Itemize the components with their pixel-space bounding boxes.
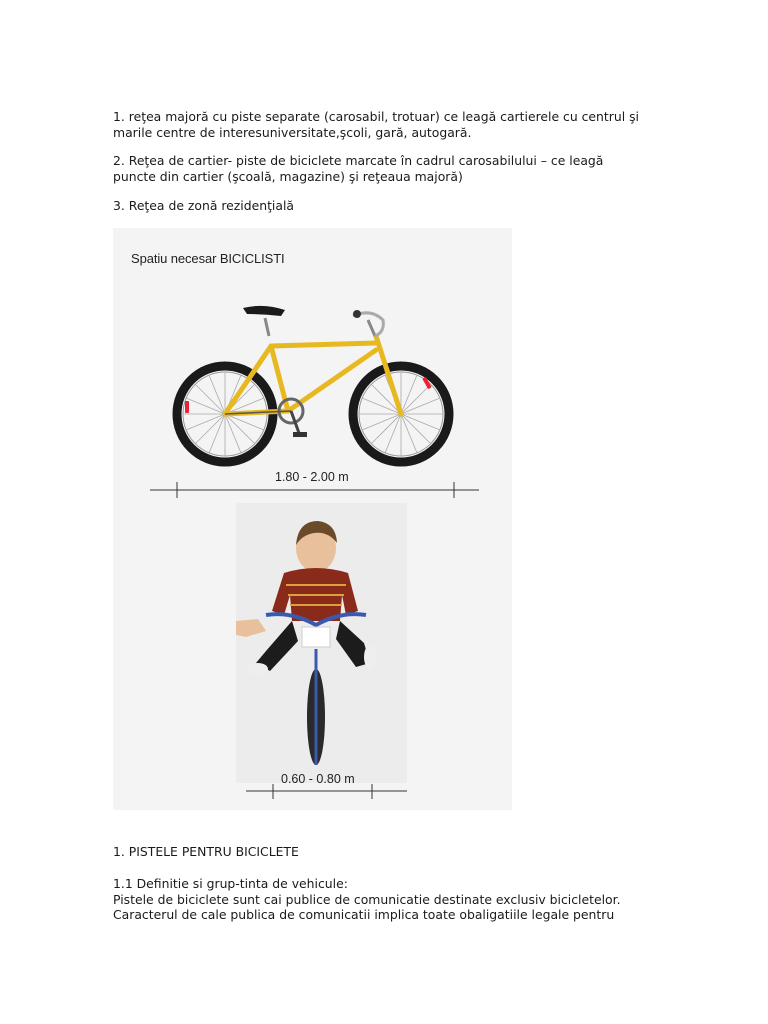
- bicycle-space-figure: [113, 228, 512, 810]
- paragraph-residential-network: 3. Reţea de zonă rezidenţială: [113, 198, 295, 213]
- figure-title: Spatiu necesar BICICLISTI: [131, 251, 285, 266]
- paragraph-line: 1. reţea majoră cu piste separate (carosabil, trotuar) ce leagă cartierele cu centrul şi: [113, 109, 639, 124]
- paragraph-line: 2. Reţea de cartier- piste de biciclete marcate în cadrul carosabilului – ce leagă: [113, 153, 604, 168]
- paragraph-line: puncte din cartier (şcoală, magazine) şi reţeaua majoră): [113, 168, 463, 184]
- paragraph-line: Caracterul de cale publica de comunicatii implica toate obaligatiile legale pentru: [113, 907, 615, 922]
- paragraph-line: Pistele de biciclete sunt cai publice de comunicatie destinate exclusiv bicicletelor.: [113, 891, 621, 907]
- paragraph-line: marile centre de interesuniversitate,şcoli, gară, autogară.: [113, 124, 472, 140]
- sub-heading: 1.1 Definitie si grup-tinta de vehicule:: [113, 876, 348, 891]
- section-body: [113, 876, 673, 923]
- child-width-label: 0.60 - 0.80 m: [281, 772, 355, 786]
- child-dimension-line: [113, 228, 512, 810]
- paragraph-major-network: [113, 109, 673, 140]
- section-heading: 1. PISTELE PENTRU BICICLETE: [113, 844, 299, 859]
- paragraph-district-network: [113, 153, 673, 184]
- adult-width-label: 1.80 - 2.00 m: [275, 470, 349, 484]
